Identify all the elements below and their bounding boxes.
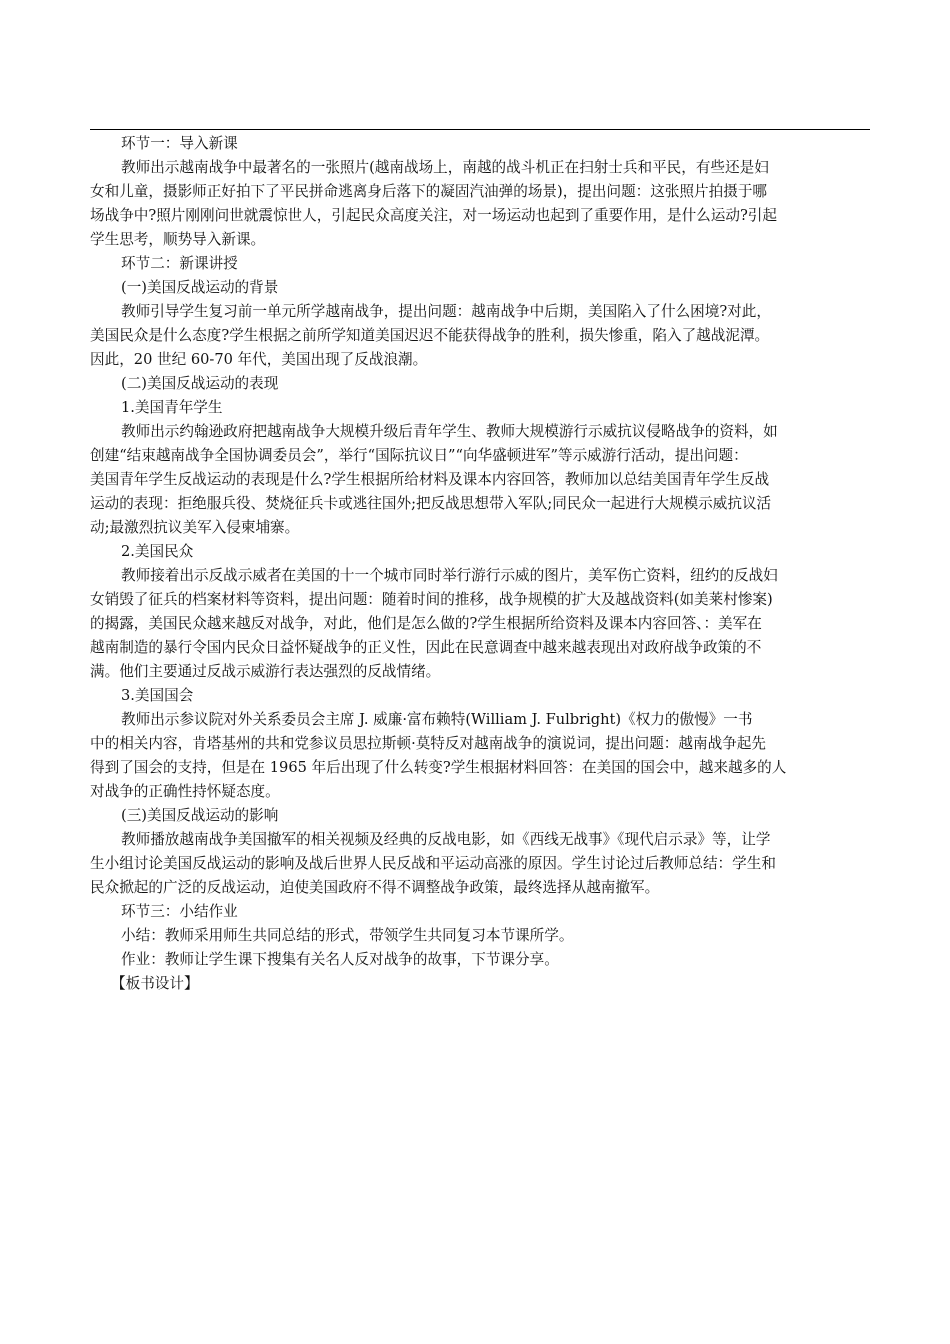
section-heading-3: 环节三：小结作业	[121, 903, 238, 920]
paragraph-line: 场战争中?照片刚刚问世就震惊世人，引起民众高度关注，对一场运动也起到了重要作用，是什么运动?引起	[90, 207, 777, 224]
paragraph-line: 教师出示越南战争中最著名的一张照片(越南战场上，南越的战斗机正在扫射士兵和平民，有些还是妇	[121, 159, 769, 176]
item-heading: 1.美国青年学生	[121, 399, 223, 416]
document-body	[90, 132, 870, 996]
paragraph-line: 的揭露，美国民众越来越反对战争，对此，他们是怎么做的?学生根据所给资料及课本内容回答、：美军在	[90, 615, 762, 632]
paragraph-line: 教师播放越南战争美国撤军的相关视频及经典的反战电影，如《西线无战事》《现代启示录》等，让学	[121, 831, 771, 848]
paragraph-line: 学生思考，顺势导入新课。	[90, 231, 266, 248]
paragraph-line: 教师出示约翰逊政府把越南战争大规模升级后青年学生、教师大规模游行示威抗议侵略战争的资料，如	[121, 423, 778, 440]
paragraph-line: 民众掀起的广泛的反战运动，迫使美国政府不得不调整战争政策，最终选择从越南撤军。	[90, 879, 660, 896]
paragraph-line: 教师接着出示反战示威者在美国的十一个城市同时举行游行示威的图片，美军伤亡资料，纽约的反战妇	[121, 567, 778, 584]
paragraph-line: 动;最激烈抗议美军入侵柬埔寨。	[90, 519, 300, 536]
paragraph-line: 因此，20 世纪 60-70 年代，美国出现了反战浪潮。	[90, 351, 428, 368]
paragraph-line: 教师出示参议院对外关系委员会主席 J. 威廉·富布赖特(William J. Fulbright)《权力的傲慢》一书	[121, 711, 753, 728]
paragraph-line: 美国民众是什么态度?学生根据之前所学知道美国迟迟不能获得战争的胜利，损失惨重，陷入了越战泥潭。	[90, 327, 770, 344]
paragraph-line: 创建“结束越南战争全国协调委员会”，举行“国际抗议日”“向华盛顿进军”等示威游行活动，提出问题：	[90, 447, 748, 464]
subsection-heading: (一)美国反战运动的背景	[121, 279, 279, 296]
section-heading-2: 环节二：新课讲授	[121, 255, 238, 272]
paragraph-line: 美国青年学生反战运动的表现是什么?学生根据所给材料及课本内容回答，教师加以总结美国青年学生反战	[90, 471, 770, 488]
board-design-heading: 【板书设计】	[111, 975, 199, 992]
paragraph-line: 生小组讨论美国反战运动的影响及战后世界人民反战和平运动高涨的原因。学生讨论过后教师总结：学生和	[90, 855, 776, 872]
paragraph-line: 运动的表现：拒绝服兵役、焚烧征兵卡或逃往国外;把反战思想带入军队;同民众一起进行大规模示威抗议活	[90, 495, 772, 512]
item-heading: 3.美国国会	[121, 687, 194, 704]
paragraph-line: 作业：教师让学生课下搜集有关名人反对战争的故事，下节课分享。	[121, 951, 559, 968]
paragraph-line: 中的相关内容，肯塔基州的共和党参议员思拉斯顿·莫特反对越南战争的演说词，提出问题：越南战争起先	[90, 735, 766, 752]
paragraph-line: 女销毁了征兵的档案材料等资料，提出问题：随着时间的推移，战争规模的扩大及越战资料(如美莱村惨案)	[90, 591, 773, 608]
item-heading: 2.美国民众	[121, 543, 194, 560]
paragraph-line: 对战争的正确性持怀疑态度。	[90, 783, 280, 800]
paragraph-line: 满。他们主要通过反战示威游行表达强烈的反战情绪。	[90, 663, 441, 680]
paragraph-line: 越南制造的暴行令国内民众日益怀疑战争的正义性，因此在民意调查中越来越表现出对政府战争政策的不	[90, 639, 762, 656]
paragraph-line: 教师引导学生复习前一单元所学越南战争，提出问题：越南战争中后期，美国陷入了什么困境?对此，	[121, 303, 771, 320]
section-heading-1: 环节一：导入新课	[121, 135, 238, 152]
header-rule	[90, 129, 870, 130]
paragraph-line: 得到了国会的支持，但是在 1965 年后出现了什么转变?学生根据材料回答：在美国的国会中，越来越多的人	[90, 759, 787, 776]
paragraph-line: 女和儿童，摄影师正好拍下了平民拼命逃离身后落下的凝固汽油弹的场景)，提出问题：这张照片拍摄于哪	[90, 183, 768, 200]
paragraph-line: 小结：教师采用师生共同总结的形式，带领学生共同复习本节课所学。	[121, 927, 574, 944]
subsection-heading: (三)美国反战运动的影响	[121, 807, 279, 824]
subsection-heading: (二)美国反战运动的表现	[121, 375, 279, 392]
